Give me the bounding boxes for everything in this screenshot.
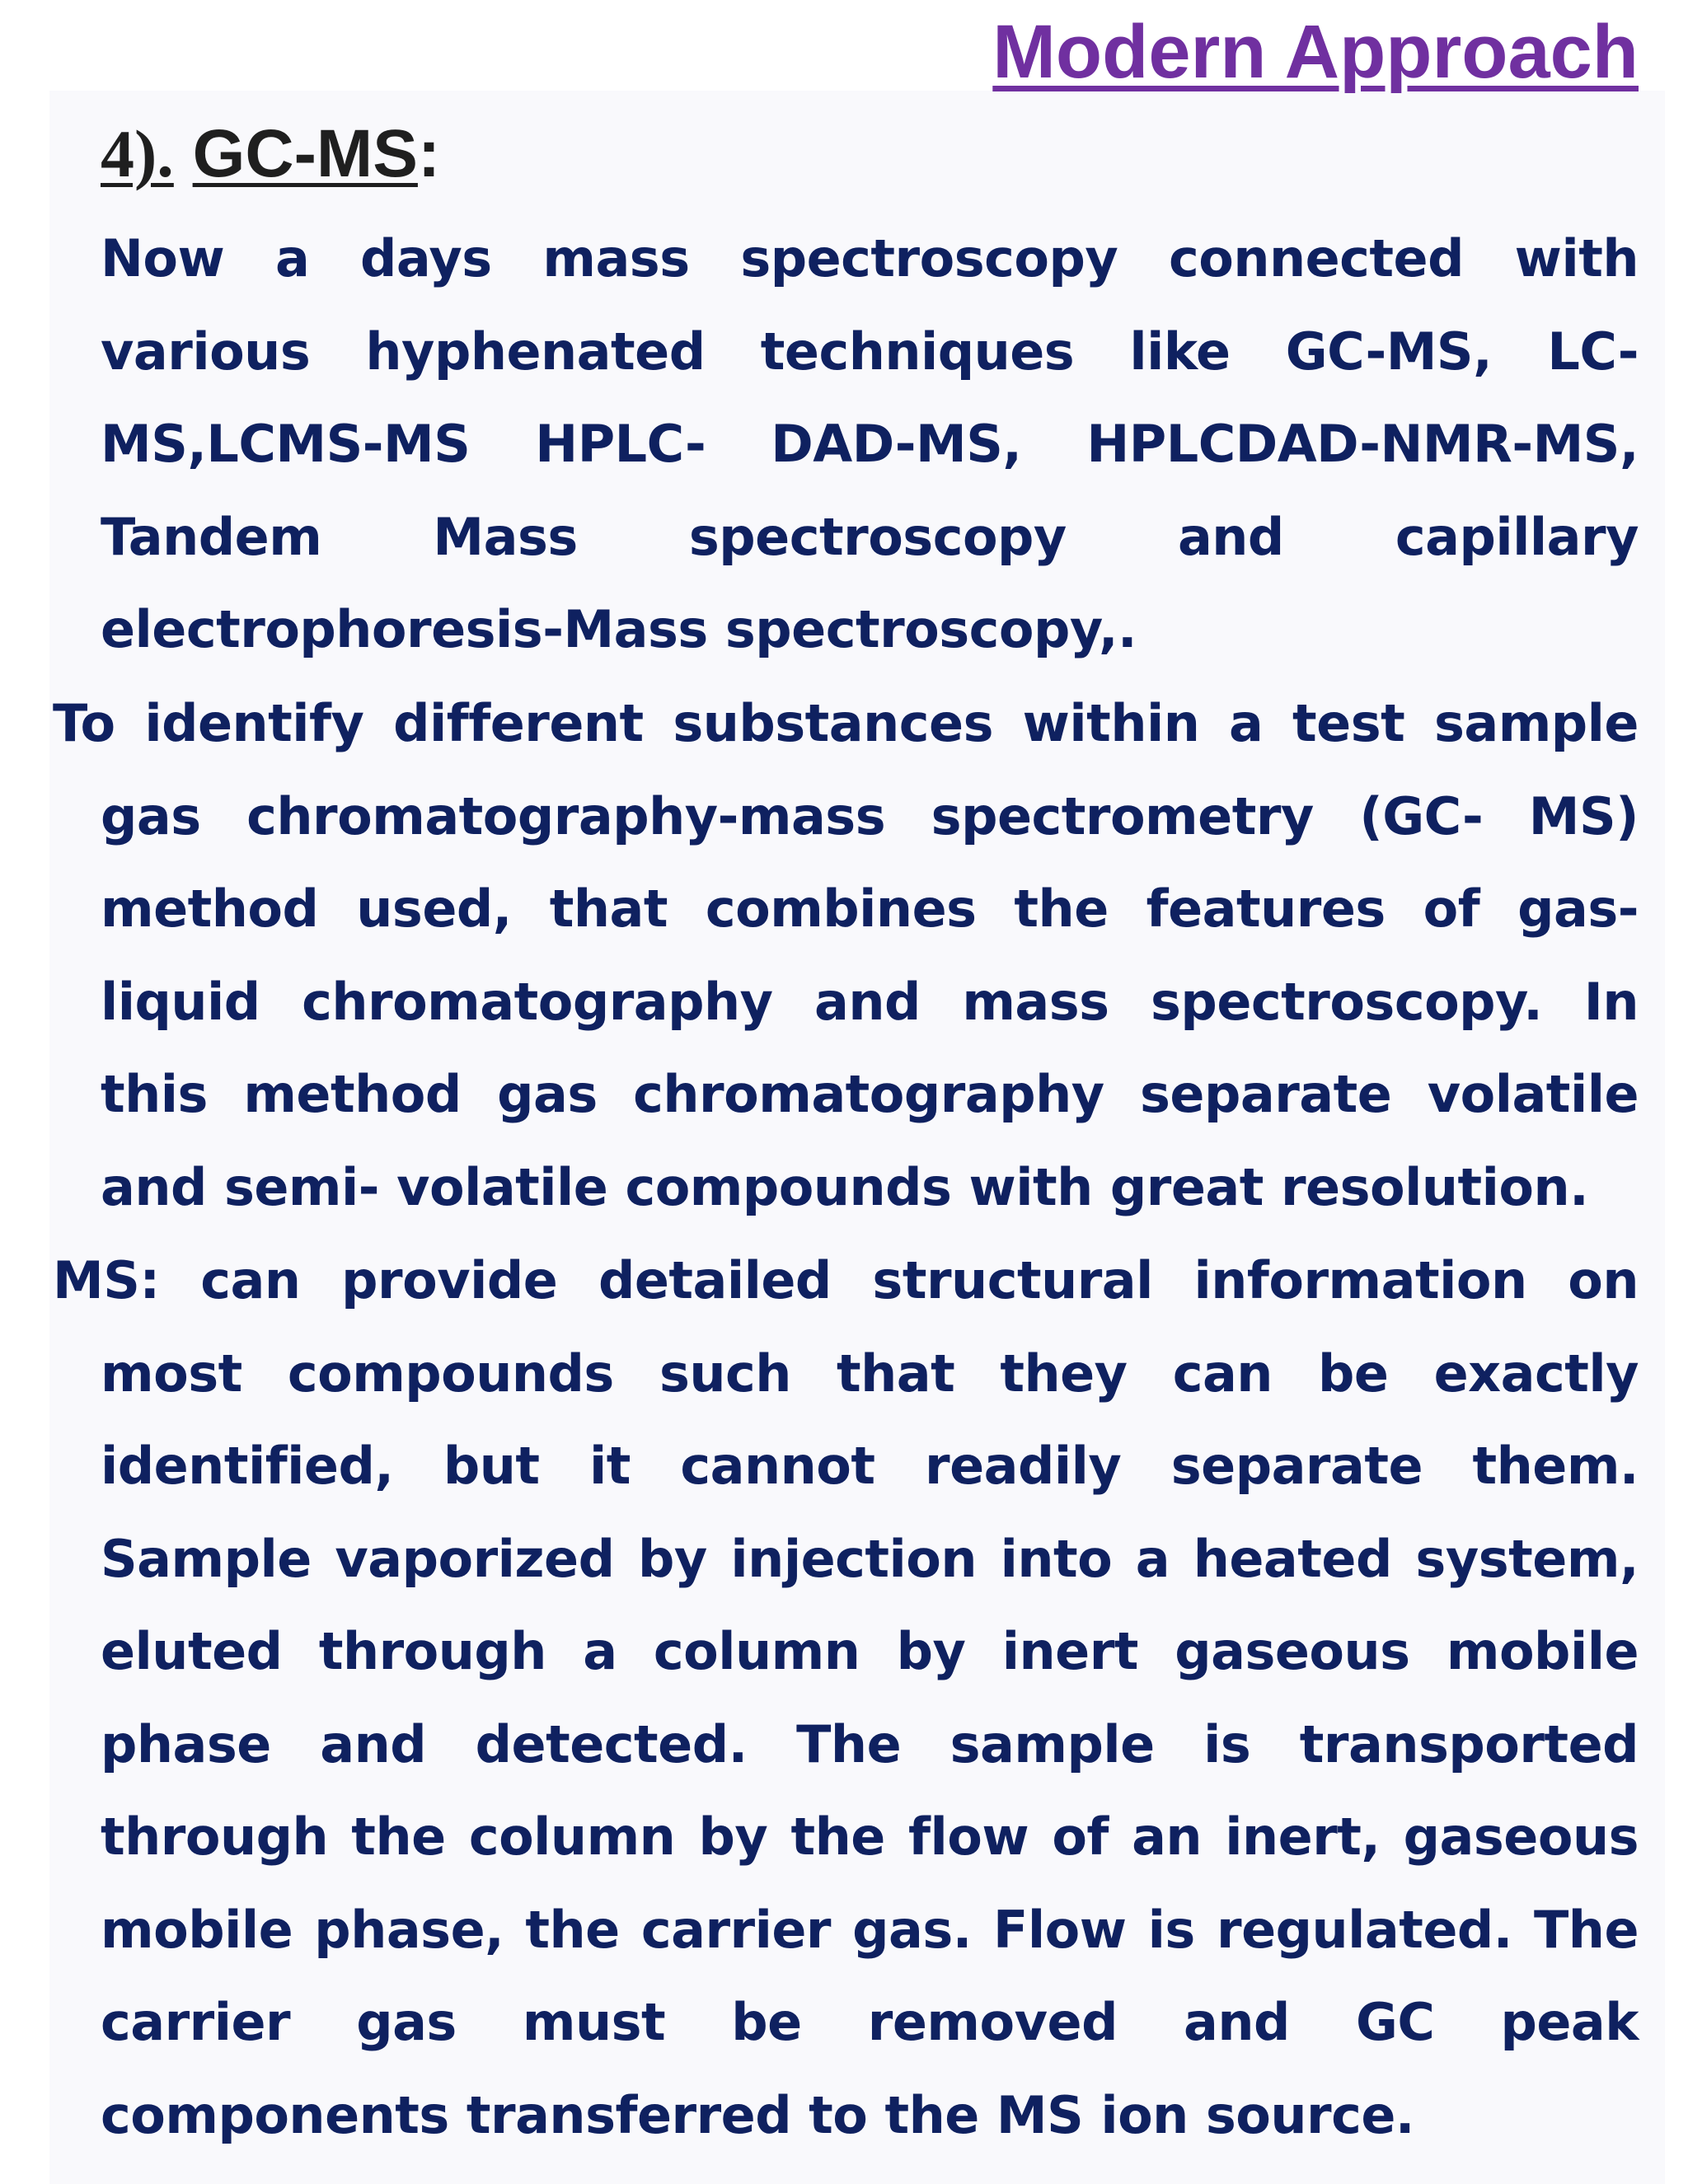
paragraph-ms-details: MS: can provide detailed structural information on most compounds such that they can be exactly identified, but it cannot readily separate them. Sample vaporized by injection into a heated system, eluted through a column by inert gaseous mobile phase and detected. The sample is transported through the column by the flow of an inert, gaseous mobile phase, the carrier gas. Flow is regulated. The carrier gas must be removed and GC peak components transferred to the MS ion source.	[53, 1250, 1639, 2145]
section-abbreviation: GC-MS	[192, 116, 418, 191]
paragraph-hyphenated-techniques: Now a days mass spectroscopy connected with various hyphenated techniques like GC-MS, LC-MS,LCMS-MS HPLC- DAD-MS, HPLCDAD-NMR-MS, Tandem Mass spectroscopy and capillary electrophoresis-Mass spectroscopy,.	[101, 228, 1639, 659]
section-heading	[101, 109, 440, 199]
slide-title: Modern Approach	[992, 10, 1639, 94]
section-number: 4).	[101, 116, 174, 191]
section-colon: :	[417, 116, 441, 191]
paragraph-gc-ms-method: To identify different substances within a test sample gas chromatography-mass spectrometry (GC- MS) method used, that combines the features of gas- liquid chromatography and mass spectroscopy. In this method gas chromatography separate volatile and semi- volatile compounds with great resolution.	[53, 693, 1639, 1217]
